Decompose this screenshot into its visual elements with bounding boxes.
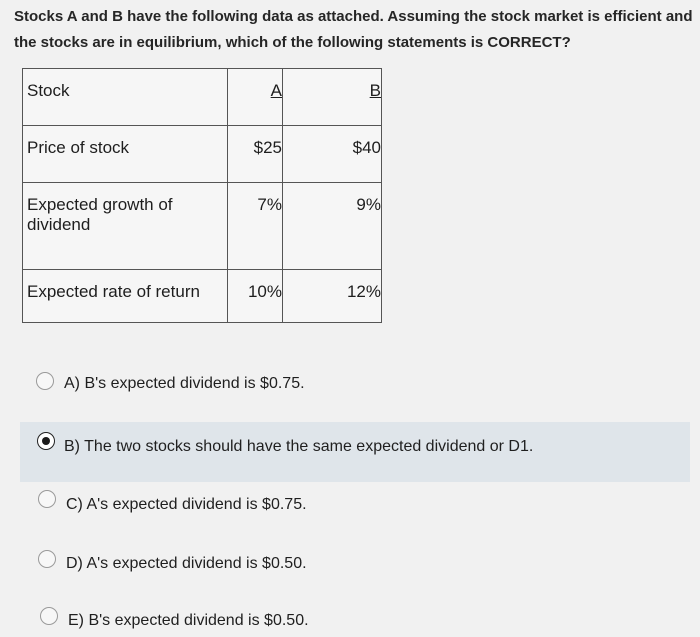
row-label: Price of stock (23, 126, 228, 183)
row-value-b: 12% (283, 270, 382, 323)
row-value-b: $40 (283, 126, 382, 183)
stock-data-table (22, 68, 382, 323)
option-d[interactable] (0, 544, 700, 580)
option-a[interactable] (0, 366, 700, 402)
table-header-row (23, 69, 382, 126)
option-c-label: C) A's expected dividend is $0.75. (66, 496, 307, 513)
option-b-label: B) The two stocks should have the same expected dividend or D1. (64, 438, 534, 455)
option-d-label: D) A's expected dividend is $0.50. (66, 555, 307, 572)
header-stock-a (228, 69, 283, 126)
row-label: Expected growth of dividend (23, 183, 228, 270)
option-a-label: A) B's expected dividend is $0.75. (64, 375, 305, 392)
header-stock-b (283, 69, 382, 126)
header-stock-b-text: B (369, 81, 381, 100)
table-row (23, 183, 382, 270)
radio-option-c[interactable] (38, 490, 56, 508)
row-value-b: 9% (283, 183, 382, 270)
question-text: Stocks A and B have the following data as attached. Assuming the stock market is efficient and the stocks are in equilibrium, which of the following statements is CORRECT? (14, 8, 693, 51)
row-value-a: $25 (228, 126, 283, 183)
option-b[interactable] (20, 422, 690, 482)
radio-option-d[interactable] (38, 550, 56, 568)
option-e[interactable] (0, 601, 700, 637)
table-row (23, 126, 382, 183)
table-row (23, 270, 382, 323)
row-label: Expected rate of return (23, 270, 228, 323)
radio-option-e[interactable] (40, 607, 58, 625)
radio-option-b[interactable] (37, 432, 55, 450)
radio-option-a[interactable] (36, 372, 54, 390)
header-stock-a-text: A (270, 81, 282, 100)
row-value-a: 7% (228, 183, 283, 270)
row-value-a: 10% (228, 270, 283, 323)
option-c[interactable] (0, 486, 700, 522)
header-stock-label: Stock (23, 69, 228, 126)
option-e-label: E) B's expected dividend is $0.50. (68, 612, 309, 629)
